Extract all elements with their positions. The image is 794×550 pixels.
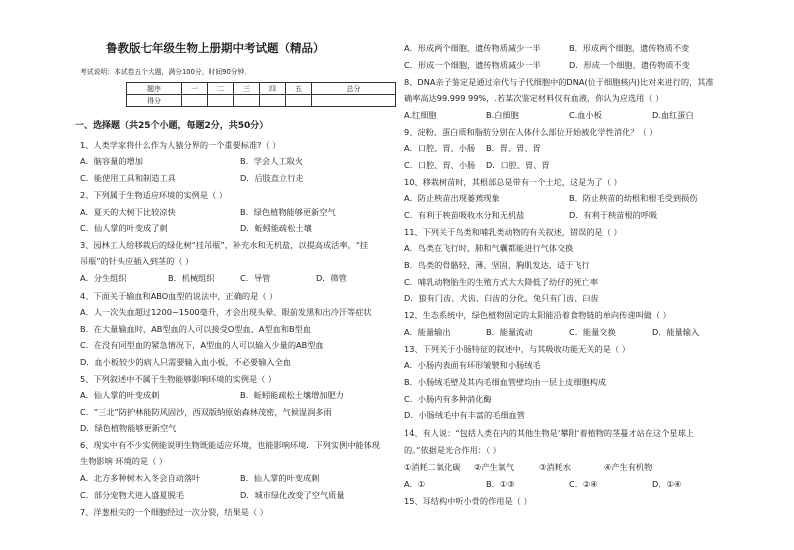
question-line: D．血小板较少的病人只需要输入血小板，不必要输入全血 [80, 357, 291, 367]
score-row-label: 得分 [127, 95, 182, 107]
option-text: A．仙人掌的叶变成刺 [80, 390, 160, 400]
question-line: B．鸟类的骨骼轻、薄、坚固，胸肌发达，适于飞行 [404, 260, 590, 270]
score-header-cell: 总分 [312, 83, 396, 95]
option-text: A．夏天的大树下比较凉快 [80, 207, 176, 217]
option-text: B．形成两个细胞，遗传物质不变 [569, 43, 690, 53]
question-line: 13、下列关于小肠特征的叙述中，与其吸收功能无关的是（ ） [404, 344, 630, 354]
question-line: 7、洋葱根尖的一个细胞经过一次分裂，结果是（ ） [80, 507, 268, 517]
option-text: ①消耗二氧化碳 [404, 462, 461, 472]
option-text: A．分生组织 [80, 273, 127, 283]
option-text: C．导管 [240, 273, 271, 283]
option-text: A．脑容量的增加 [80, 156, 143, 166]
exam-note: 考试说明：本试卷五个大题，满分100分，时间90分钟． [80, 68, 252, 76]
option-text: C．能量交换 [569, 327, 616, 337]
score-header-cell: 二 [208, 83, 234, 95]
option-text: D．筛管 [316, 273, 347, 283]
question-line: 14、有人说：“包括人类在内的其他生物是‘攀附’着植物的茎蔓才站在这个星球上 [404, 428, 694, 438]
question-line: 的。”依据是光合作用：（ ） [404, 445, 501, 455]
score-value-row [127, 95, 396, 107]
score-header-cell: 四 [260, 83, 286, 95]
question-line: 3、园林工人给移栽后的绿化树“挂吊瓶”，补充水和无机盐，以提高成活率，“挂 [80, 240, 369, 250]
question-line: D．狼有门齿、犬齿、臼齿的分化，兔只有门齿、臼齿 [404, 293, 599, 303]
section-heading: 一、选择题（共25个小题，每题2分，共50分） [75, 121, 269, 131]
option-text: D．城市绿化改变了空气质量 [240, 490, 345, 500]
option-text: D．口腔、胃、胃 [486, 160, 550, 170]
option-text: ④产生有机物 [604, 462, 653, 472]
option-text: B．仙人掌的叶变成刺 [240, 473, 320, 483]
question-line: 12、生态系统中，绿色植物固定的太阳能沿着食物链的单向传递叫做（ ） [404, 310, 671, 320]
option-text: B．学会人工取火 [240, 156, 303, 166]
option-text: ②产生氧气 [474, 462, 515, 472]
option-text: C．口腔、胃、小肠 [404, 160, 476, 170]
score-cell[interactable] [234, 95, 260, 107]
option-text: B．能量流动 [486, 327, 533, 337]
question-line: 11、下列关于鸟类和哺乳类动物的有关叙述，错误的是（ ） [404, 227, 622, 237]
score-header-cell: 三 [234, 83, 260, 95]
option-text: B.白细胞 [486, 110, 519, 120]
question-line: C．在没有同型血的紧急情况下，A型血的人可以输入少量的AB型血 [80, 340, 324, 350]
option-text: D．蚯蚓能疏松土壤 [240, 223, 312, 233]
option-text: A．防止秧苗出现萎蔫现象 [404, 193, 500, 203]
option-text: D.血红蛋白 [652, 110, 694, 120]
question-line: 10、移栽树苗时，其根部总是带有一个土坨，这是为了（ ） [404, 177, 622, 187]
question-line: C．哺乳动物胎生的生殖方式大大降低了幼仔的死亡率 [404, 277, 599, 287]
question-line: 6、现实中有不少实例能说明生物既能适应环境，也能影响环境．下列实例中能体现 [80, 440, 380, 450]
question-line: 2、下列属于生物适应环境的实例是（ ） [80, 190, 227, 200]
question-line: 吊瓶”的针头应插入到茎的（ ） [80, 256, 194, 266]
option-text: B．防止秧苗的幼根和根毛受到损伤 [569, 193, 698, 203]
option-text: B．胃、胃、胃 [486, 143, 541, 153]
option-text: D．形成一个细胞，遗传物质不变 [569, 60, 690, 70]
option-text: D．能量输入 [652, 327, 700, 337]
question-line: 1、人类学家将什么作为人猿分界的一个重要标准?（ ） [80, 140, 281, 150]
option-text: D．①④ [652, 479, 682, 489]
question-line: A．小肠内表面有环形皱襞和小肠绒毛 [404, 360, 541, 370]
score-cell[interactable] [182, 95, 208, 107]
score-cell[interactable] [208, 95, 234, 107]
option-text: C．形成一个细胞，遗传物质减少一半 [404, 60, 541, 70]
question-line: 生物影响 环境的是（ ） [80, 456, 168, 466]
option-text: C.血小板 [569, 110, 602, 120]
option-text: A．① [404, 479, 426, 489]
option-text: B．机械组织 [168, 273, 215, 283]
score-cell[interactable] [312, 95, 396, 107]
option-text: B．①③ [486, 479, 515, 489]
question-line: 8、DNA亲子鉴定是通过亲代与子代细胞中的DNA(位于细胞核内)比对来进行的，其准 [404, 77, 714, 87]
option-text: D．绿色植物能够更新空气 [80, 423, 177, 433]
score-header-cell: 一 [182, 83, 208, 95]
option-text: ③消耗水 [539, 462, 571, 472]
score-cell[interactable] [286, 95, 312, 107]
question-line: B．小肠绒毛壁及其内毛细血管壁均由一层上皮细胞构成 [404, 377, 607, 387]
question-line: A．人一次失血超过1200~1500毫升，才会出现头晕、眼前发黑和出冷汗等症状 [80, 307, 372, 317]
question-line: D．小肠绒毛中有丰富的毛细血管 [404, 410, 525, 420]
option-text: D．后肢直立行走 [240, 173, 304, 183]
option-text: D．有利于秧苗根的呼吸 [569, 210, 658, 220]
question-line: 4、下面关于输血和ABO血型的说法中，正确的是（ ） [80, 291, 278, 301]
question-line: 15、耳结构中听小骨的作用是（ ） [404, 496, 532, 506]
question-line: B．在大量输血时，AB型血的人可以接受O型血、A型血和B型血 [80, 324, 311, 334]
score-header-row [127, 83, 396, 95]
question-line: 9、淀粉、蛋白质和脂肪分别在人体什么部位开始被化学性消化？（ ） [404, 127, 658, 137]
question-line: 5、下列叙述中不属于生物能够影响环境的实例是（ ） [80, 374, 277, 384]
option-text: A．能量输出 [404, 327, 451, 337]
option-text: C．有利于秧苗吸收水分和无机盐 [404, 210, 525, 220]
option-text: A.红细胞 [404, 110, 437, 120]
option-text: A．北方多种树木入冬会自动落叶 [80, 473, 201, 483]
score-cell[interactable] [260, 95, 286, 107]
page-title: 鲁教版七年级生物上册期中考试题（精品） [106, 41, 325, 55]
score-header-cell: 题序 [127, 83, 182, 95]
option-text: B．蚯蚓能疏松土壤增加肥力 [240, 390, 344, 400]
question-line: C．“三北”防护林能防风固沙，西双版纳原始森林茂密，气候湿润多雨 [80, 407, 332, 417]
score-header-cell: 五 [286, 83, 312, 95]
option-text: A．形成两个细胞，遗传物质减少一半 [404, 43, 541, 53]
option-text: A．口腔、胃、小肠 [404, 143, 476, 153]
option-text: C．仙人掌的叶变成了刺 [80, 223, 168, 233]
question-line: C．小肠内有多种消化酶 [404, 394, 492, 404]
option-text: C．部分宠物犬进入盛夏脱毛 [80, 490, 184, 500]
option-text: C．能使用工具和制造工具 [80, 173, 176, 183]
option-text: C．②④ [569, 479, 598, 489]
option-text: B．绿色植物能够更新空气 [240, 207, 336, 217]
question-line: A．鸟类在飞行时，肺和气囊都能进行气体交换 [404, 243, 574, 253]
score-table [126, 82, 396, 107]
question-line: 确率高达99.999 99%，.若某次鉴定材料仅有血液，你认为应选用（ ） [404, 93, 664, 103]
